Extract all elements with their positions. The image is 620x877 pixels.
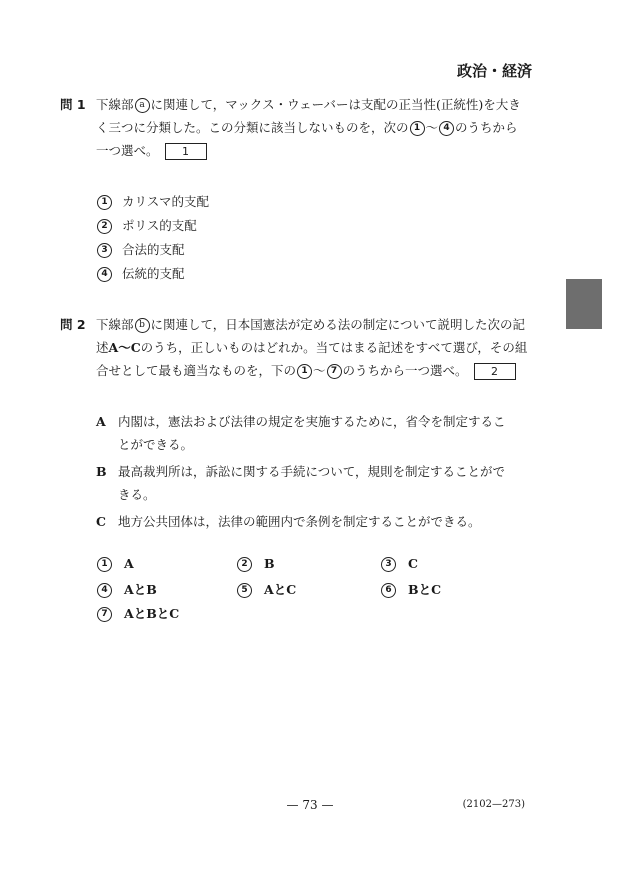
- question-1-text: [96, 93, 530, 162]
- answer-box-1[interactable]: 1: [165, 143, 207, 160]
- underline-mark-a: a: [135, 98, 150, 113]
- side-tab-marker: [566, 279, 602, 329]
- option-text: ポリス的支配: [122, 218, 197, 233]
- range-separator: ～: [313, 363, 326, 378]
- option-item[interactable]: [96, 262, 209, 286]
- option-number: 5: [237, 583, 252, 598]
- statement-text: 内閣は，憲法および法律の規定を実施するために，省令を制定することができる。: [118, 414, 506, 452]
- q1-text-part: 下線部: [96, 97, 134, 112]
- question-1-number: 問 1: [60, 97, 86, 112]
- option-text: AとBとC: [124, 606, 180, 621]
- option-number: 1: [97, 195, 112, 210]
- statement-label: B: [96, 464, 107, 479]
- option-number: 1: [97, 557, 112, 572]
- q2-text-part: 下線部: [96, 317, 134, 332]
- option-text: カリスマ的支配: [122, 194, 210, 209]
- range-from-number: 1: [410, 121, 425, 136]
- option-text: A: [124, 556, 134, 571]
- option-item[interactable]: [96, 190, 209, 214]
- option-number: 4: [97, 267, 112, 282]
- option-item[interactable]: [96, 214, 209, 238]
- statement-item: [96, 510, 516, 533]
- option-text: AとC: [264, 582, 297, 597]
- option-text: AとB: [124, 582, 157, 597]
- option-text: B: [264, 556, 275, 571]
- range-to-number: 4: [439, 121, 454, 136]
- statement-label: A: [96, 414, 106, 429]
- option-text: 合法的支配: [122, 242, 185, 257]
- range-to-number: 7: [327, 364, 342, 379]
- answer-box-2[interactable]: 2: [474, 363, 516, 380]
- exam-code: (2102—273): [462, 799, 525, 810]
- question-2-number: 問 2: [60, 317, 86, 332]
- q1-text-part: のうちから一つ選べ。: [96, 120, 518, 158]
- option-number: 2: [237, 557, 252, 572]
- q2-text-part: に関連して，日本国憲法が定める法の制定について説明した次の記述: [96, 317, 526, 355]
- option-text: C: [408, 556, 418, 571]
- option-item[interactable]: [96, 604, 246, 622]
- option-item[interactable]: [236, 580, 386, 598]
- q2-text-part: のうち，正しいものはどれか。当てはまる記述をすべて選び，その組合せとして最も適当なものを，下の: [96, 340, 528, 378]
- option-item[interactable]: [380, 580, 530, 598]
- option-item[interactable]: [96, 556, 246, 572]
- page-number: — 73 —: [286, 798, 334, 812]
- question-2-text: [96, 313, 530, 382]
- range-separator: ～: [425, 120, 439, 135]
- q2-text-part: のうちから一つ選べ。: [342, 363, 468, 378]
- option-item[interactable]: [380, 556, 530, 572]
- option-item[interactable]: [96, 238, 209, 262]
- option-text: 伝統的支配: [122, 266, 185, 281]
- option-number: 2: [97, 219, 112, 234]
- option-text: BとC: [408, 582, 442, 597]
- statement-text: 地方公共団体は，法律の範囲内で条例を制定することができる。: [118, 514, 481, 529]
- statement-item: [96, 460, 516, 506]
- option-number: 4: [97, 583, 112, 598]
- q1-text-part: に関連して，マックス・ウェーバーは支配の正当性(正統性)を大きく三つに分類した。この分類に該当しないものを，次の: [96, 97, 521, 135]
- statement-text: 最高裁判所は，訴訟に関する手続について，規則を制定することができる。: [118, 464, 506, 502]
- question-1-options: [96, 190, 209, 286]
- subject-header: 政治・経済: [456, 62, 532, 80]
- option-number: 6: [381, 583, 396, 598]
- question-2: [60, 313, 530, 382]
- question-1: [60, 93, 530, 162]
- option-number: 3: [97, 243, 112, 258]
- range-from-number: 1: [297, 364, 312, 379]
- statement-item: [96, 410, 516, 456]
- question-2-statements: [96, 410, 516, 537]
- underline-mark-b: b: [135, 318, 150, 333]
- option-number: 7: [97, 607, 112, 622]
- statement-label: C: [96, 514, 106, 529]
- q2-text-bold: A～C: [108, 340, 141, 355]
- option-number: 3: [381, 557, 396, 572]
- option-item[interactable]: [236, 556, 386, 572]
- option-item[interactable]: [96, 580, 246, 598]
